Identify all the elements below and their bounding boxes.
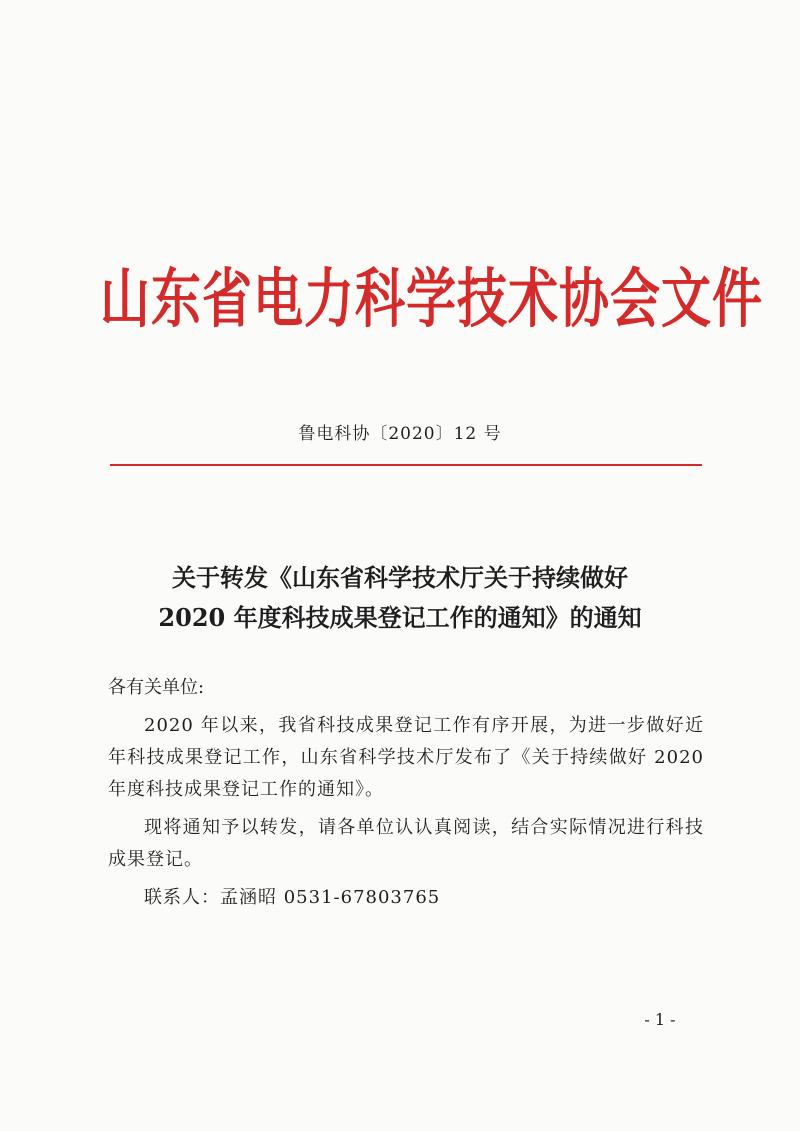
paragraph-2: 现将通知予以转发，请各单位认认真阅读，结合实际情况进行科技成果登记。 [108, 817, 704, 870]
contact-line: 联系人：孟涵昭 0531-67803765 [144, 887, 441, 908]
document-number: 鲁电科协〔2020〕12 号 [298, 424, 502, 444]
notice-title-line-1: 关于转发《山东省科学技术厅关于持续做好 [172, 563, 628, 592]
notice-body [108, 672, 704, 914]
red-divider-line [110, 464, 702, 466]
notice-title [80, 558, 720, 638]
organization-header-title: 山东省电力科学技术协会文件 [100, 260, 763, 337]
notice-title-line-2: 2020 年度科技成果登记工作的通知》的通知 [158, 603, 642, 632]
salutation: 各有关单位: [108, 677, 205, 698]
page-number: - 1 - [644, 1010, 676, 1029]
paragraph-1: 2020 年以来，我省科技成果登记工作有序开展，为进一步做好近年科技成果登记工作，山东省科学技术厅发布了《关于持续做好 2020 年度科技成果登记工作的通知》。 [108, 715, 704, 800]
